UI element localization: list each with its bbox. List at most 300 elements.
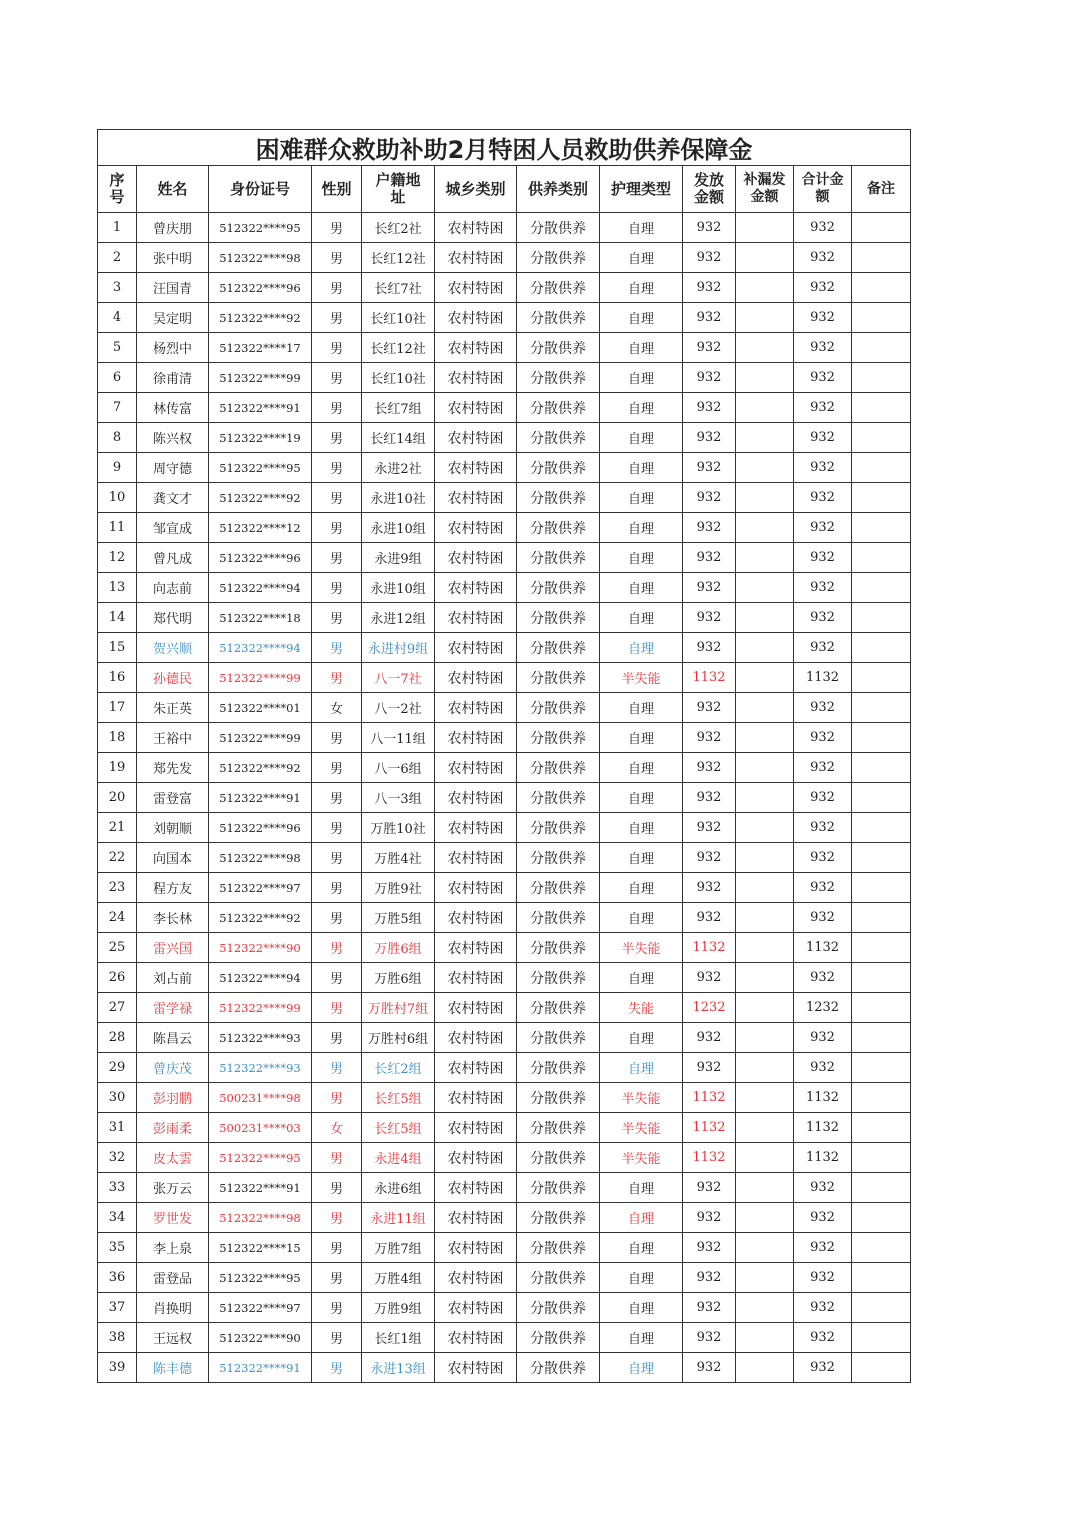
cell-no: 13 <box>98 573 137 603</box>
cell-sex: 男 <box>312 393 362 423</box>
cell-supp: 分散供养 <box>517 813 600 843</box>
header-name: 姓名 <box>137 166 209 213</box>
table-row <box>98 903 911 933</box>
cell-note <box>852 273 911 303</box>
cell-id: 512322****95 <box>209 213 312 243</box>
cell-type: 农村特困 <box>435 993 517 1023</box>
cell-note <box>852 633 911 663</box>
cell-extra <box>736 783 794 813</box>
cell-total: 932 <box>794 1263 852 1293</box>
cell-total: 932 <box>794 213 852 243</box>
cell-type: 农村特困 <box>435 573 517 603</box>
cell-note <box>852 663 911 693</box>
cell-addr: 八一11组 <box>362 723 435 753</box>
cell-note <box>852 603 911 633</box>
cell-note <box>852 543 911 573</box>
cell-id: 512322****91 <box>209 393 312 423</box>
cell-sex: 男 <box>312 1053 362 1083</box>
table-row <box>98 603 911 633</box>
cell-amount: 932 <box>683 543 736 573</box>
cell-id: 512322****90 <box>209 933 312 963</box>
cell-id: 512322****99 <box>209 363 312 393</box>
table-row <box>98 273 911 303</box>
cell-extra <box>736 963 794 993</box>
cell-no: 32 <box>98 1143 137 1173</box>
cell-type: 农村特困 <box>435 663 517 693</box>
cell-amount: 932 <box>683 963 736 993</box>
table-row <box>98 393 911 423</box>
table-row <box>98 243 911 273</box>
cell-name: 周守德 <box>137 453 209 483</box>
cell-amount: 932 <box>683 1173 736 1203</box>
cell-care: 自理 <box>600 963 683 993</box>
cell-type: 农村特困 <box>435 1113 517 1143</box>
cell-total: 932 <box>794 453 852 483</box>
cell-care: 半失能 <box>600 1113 683 1143</box>
cell-total: 932 <box>794 873 852 903</box>
cell-name: 王裕中 <box>137 723 209 753</box>
table-body <box>98 213 911 1383</box>
cell-care: 自理 <box>600 1353 683 1383</box>
table-row <box>98 303 911 333</box>
cell-care: 自理 <box>600 1203 683 1233</box>
cell-total: 932 <box>794 903 852 933</box>
cell-id: 512322****12 <box>209 513 312 543</box>
cell-amount: 932 <box>683 873 736 903</box>
cell-care: 半失能 <box>600 1083 683 1113</box>
cell-id: 512322****92 <box>209 753 312 783</box>
cell-sex: 男 <box>312 1203 362 1233</box>
cell-name: 曾庆茂 <box>137 1053 209 1083</box>
table-row <box>98 363 911 393</box>
cell-name: 程方友 <box>137 873 209 903</box>
cell-no: 3 <box>98 273 137 303</box>
cell-extra <box>736 1143 794 1173</box>
header-extra: 补漏发金额 <box>736 166 794 213</box>
cell-supp: 分散供养 <box>517 903 600 933</box>
cell-supp: 分散供养 <box>517 1323 600 1353</box>
table-row <box>98 693 911 723</box>
cell-name: 邹宣成 <box>137 513 209 543</box>
cell-name: 彭羽鹏 <box>137 1083 209 1113</box>
cell-care: 自理 <box>600 813 683 843</box>
cell-type: 农村特困 <box>435 243 517 273</box>
cell-care: 自理 <box>600 633 683 663</box>
cell-no: 20 <box>98 783 137 813</box>
cell-no: 2 <box>98 243 137 273</box>
cell-total: 932 <box>794 963 852 993</box>
cell-type: 农村特困 <box>435 363 517 393</box>
cell-addr: 永进11组 <box>362 1203 435 1233</box>
cell-no: 12 <box>98 543 137 573</box>
cell-addr: 八一7社 <box>362 663 435 693</box>
cell-note <box>852 423 911 453</box>
cell-extra <box>736 303 794 333</box>
cell-note <box>852 993 911 1023</box>
cell-amount: 932 <box>683 1353 736 1383</box>
table-row <box>98 513 911 543</box>
cell-supp: 分散供养 <box>517 1293 600 1323</box>
cell-type: 农村特困 <box>435 783 517 813</box>
cell-supp: 分散供养 <box>517 1263 600 1293</box>
cell-supp: 分散供养 <box>517 243 600 273</box>
cell-type: 农村特困 <box>435 453 517 483</box>
table-row <box>98 753 911 783</box>
cell-id: 512322****92 <box>209 303 312 333</box>
cell-type: 农村特困 <box>435 843 517 873</box>
cell-id: 512322****91 <box>209 783 312 813</box>
cell-id: 512322****98 <box>209 243 312 273</box>
cell-addr: 长红5组 <box>362 1113 435 1143</box>
cell-id: 512322****92 <box>209 483 312 513</box>
cell-sex: 男 <box>312 1353 362 1383</box>
cell-amount: 932 <box>683 453 736 483</box>
cell-note <box>852 1023 911 1053</box>
cell-extra <box>736 393 794 423</box>
cell-name: 雷学禄 <box>137 993 209 1023</box>
cell-total: 932 <box>794 723 852 753</box>
header-care: 护理类型 <box>600 166 683 213</box>
cell-id: 512322****99 <box>209 993 312 1023</box>
cell-id: 512322****91 <box>209 1353 312 1383</box>
cell-id: 512322****97 <box>209 873 312 903</box>
cell-supp: 分散供养 <box>517 1233 600 1263</box>
cell-type: 农村特困 <box>435 1083 517 1113</box>
cell-note <box>852 363 911 393</box>
cell-no: 19 <box>98 753 137 783</box>
table-row <box>98 1143 911 1173</box>
cell-total: 932 <box>794 573 852 603</box>
cell-amount: 932 <box>683 753 736 783</box>
cell-supp: 分散供养 <box>517 1083 600 1113</box>
cell-note <box>852 963 911 993</box>
cell-type: 农村特困 <box>435 603 517 633</box>
cell-no: 28 <box>98 1023 137 1053</box>
cell-name: 曾庆朋 <box>137 213 209 243</box>
table-row <box>98 1293 911 1323</box>
cell-amount: 932 <box>683 273 736 303</box>
cell-name: 张万云 <box>137 1173 209 1203</box>
cell-name: 雷登富 <box>137 783 209 813</box>
cell-total: 932 <box>794 513 852 543</box>
cell-type: 农村特困 <box>435 543 517 573</box>
cell-no: 25 <box>98 933 137 963</box>
cell-addr: 永进9组 <box>362 543 435 573</box>
cell-addr: 万胜10社 <box>362 813 435 843</box>
cell-no: 8 <box>98 423 137 453</box>
table-row <box>98 1113 911 1143</box>
cell-name: 贺兴顺 <box>137 633 209 663</box>
cell-supp: 分散供养 <box>517 873 600 903</box>
cell-amount: 1132 <box>683 933 736 963</box>
cell-sex: 男 <box>312 453 362 483</box>
cell-type: 农村特困 <box>435 753 517 783</box>
table-row <box>98 843 911 873</box>
cell-amount: 1132 <box>683 1083 736 1113</box>
cell-sex: 女 <box>312 1113 362 1143</box>
header-note: 备注 <box>852 166 911 213</box>
cell-extra <box>736 1263 794 1293</box>
table-row <box>98 933 911 963</box>
cell-amount: 932 <box>683 513 736 543</box>
cell-id: 512322****96 <box>209 813 312 843</box>
cell-sex: 男 <box>312 723 362 753</box>
cell-id: 512322****94 <box>209 573 312 603</box>
cell-sex: 男 <box>312 243 362 273</box>
cell-no: 29 <box>98 1053 137 1083</box>
cell-supp: 分散供养 <box>517 1023 600 1053</box>
cell-supp: 分散供养 <box>517 783 600 813</box>
cell-supp: 分散供养 <box>517 363 600 393</box>
header-no: 序号 <box>98 166 137 213</box>
cell-name: 皮太雲 <box>137 1143 209 1173</box>
cell-extra <box>736 333 794 363</box>
cell-care: 自理 <box>600 273 683 303</box>
cell-type: 农村特困 <box>435 933 517 963</box>
cell-total: 932 <box>794 543 852 573</box>
table-row <box>98 1173 911 1203</box>
cell-note <box>852 1143 911 1173</box>
cell-note <box>852 513 911 543</box>
cell-care: 半失能 <box>600 663 683 693</box>
cell-addr: 万胜村7组 <box>362 993 435 1023</box>
cell-total: 932 <box>794 843 852 873</box>
cell-extra <box>736 843 794 873</box>
cell-name: 向国本 <box>137 843 209 873</box>
cell-id: 512322****98 <box>209 843 312 873</box>
table-row <box>98 813 911 843</box>
cell-extra <box>736 1323 794 1353</box>
cell-note <box>852 873 911 903</box>
table-row <box>98 633 911 663</box>
cell-supp: 分散供养 <box>517 1113 600 1143</box>
cell-type: 农村特困 <box>435 1293 517 1323</box>
cell-sex: 男 <box>312 273 362 303</box>
cell-total: 932 <box>794 1353 852 1383</box>
cell-extra <box>736 813 794 843</box>
cell-addr: 万胜4社 <box>362 843 435 873</box>
cell-addr: 永进村9组 <box>362 633 435 663</box>
cell-name: 雷登品 <box>137 1263 209 1293</box>
cell-no: 23 <box>98 873 137 903</box>
cell-supp: 分散供养 <box>517 453 600 483</box>
cell-addr: 永进2社 <box>362 453 435 483</box>
cell-type: 农村特困 <box>435 1203 517 1233</box>
cell-no: 21 <box>98 813 137 843</box>
cell-care: 自理 <box>600 333 683 363</box>
cell-extra <box>736 1173 794 1203</box>
cell-no: 9 <box>98 453 137 483</box>
cell-care: 自理 <box>600 1323 683 1353</box>
cell-sex: 男 <box>312 543 362 573</box>
cell-note <box>852 1293 911 1323</box>
cell-amount: 932 <box>683 483 736 513</box>
cell-care: 自理 <box>600 843 683 873</box>
cell-note <box>852 1113 911 1143</box>
cell-extra <box>736 633 794 663</box>
cell-care: 自理 <box>600 243 683 273</box>
cell-amount: 932 <box>683 393 736 423</box>
cell-no: 36 <box>98 1263 137 1293</box>
cell-addr: 长红12社 <box>362 243 435 273</box>
cell-id: 512322****92 <box>209 903 312 933</box>
cell-type: 农村特困 <box>435 213 517 243</box>
cell-type: 农村特困 <box>435 1323 517 1353</box>
cell-supp: 分散供养 <box>517 693 600 723</box>
cell-no: 31 <box>98 1113 137 1143</box>
cell-name: 肖换明 <box>137 1293 209 1323</box>
cell-total: 932 <box>794 1323 852 1353</box>
cell-id: 512322****95 <box>209 1143 312 1173</box>
cell-name: 彭雨柔 <box>137 1113 209 1143</box>
table-row <box>98 1203 911 1233</box>
table-row <box>98 1233 911 1263</box>
cell-id: 512322****97 <box>209 1293 312 1323</box>
cell-amount: 932 <box>683 783 736 813</box>
cell-id: 512322****95 <box>209 453 312 483</box>
cell-sex: 男 <box>312 1263 362 1293</box>
cell-supp: 分散供养 <box>517 333 600 363</box>
cell-type: 农村特困 <box>435 813 517 843</box>
cell-name: 雷兴国 <box>137 933 209 963</box>
cell-supp: 分散供养 <box>517 573 600 603</box>
cell-addr: 八一2社 <box>362 693 435 723</box>
cell-extra <box>736 423 794 453</box>
cell-care: 自理 <box>600 363 683 393</box>
cell-addr: 长红12社 <box>362 333 435 363</box>
cell-care: 失能 <box>600 993 683 1023</box>
cell-type: 农村特困 <box>435 903 517 933</box>
cell-name: 曾凡成 <box>137 543 209 573</box>
cell-id: 512322****96 <box>209 273 312 303</box>
cell-sex: 男 <box>312 903 362 933</box>
cell-note <box>852 213 911 243</box>
cell-care: 自理 <box>600 1293 683 1323</box>
cell-type: 农村特困 <box>435 393 517 423</box>
cell-name: 徐甫清 <box>137 363 209 393</box>
cell-total: 932 <box>794 333 852 363</box>
cell-care: 自理 <box>600 1053 683 1083</box>
cell-no: 35 <box>98 1233 137 1263</box>
cell-total: 932 <box>794 423 852 453</box>
cell-addr: 万胜6组 <box>362 933 435 963</box>
cell-supp: 分散供养 <box>517 633 600 663</box>
cell-name: 郑先发 <box>137 753 209 783</box>
cell-id: 512322****99 <box>209 723 312 753</box>
cell-amount: 932 <box>683 1203 736 1233</box>
cell-note <box>852 933 911 963</box>
cell-type: 农村特困 <box>435 1233 517 1263</box>
cell-id: 512322****90 <box>209 1323 312 1353</box>
cell-sex: 男 <box>312 603 362 633</box>
cell-no: 17 <box>98 693 137 723</box>
cell-extra <box>736 1203 794 1233</box>
cell-id: 512322****98 <box>209 1203 312 1233</box>
cell-sex: 女 <box>312 693 362 723</box>
cell-type: 农村特困 <box>435 633 517 663</box>
cell-care: 自理 <box>600 513 683 543</box>
cell-care: 自理 <box>600 213 683 243</box>
cell-id: 512322****95 <box>209 1263 312 1293</box>
cell-sex: 男 <box>312 813 362 843</box>
cell-note <box>852 783 911 813</box>
cell-type: 农村特困 <box>435 483 517 513</box>
cell-note <box>852 843 911 873</box>
cell-name: 刘占前 <box>137 963 209 993</box>
cell-extra <box>736 483 794 513</box>
header-amount: 发放金额 <box>683 166 736 213</box>
cell-id: 512322****94 <box>209 963 312 993</box>
table-row <box>98 333 911 363</box>
cell-addr: 长红7社 <box>362 273 435 303</box>
table-row <box>98 663 911 693</box>
cell-extra <box>736 1113 794 1143</box>
table-row <box>98 1053 911 1083</box>
cell-note <box>852 303 911 333</box>
cell-amount: 932 <box>683 1233 736 1263</box>
cell-extra <box>736 1083 794 1113</box>
cell-addr: 八一3组 <box>362 783 435 813</box>
cell-note <box>852 813 911 843</box>
cell-note <box>852 1173 911 1203</box>
cell-id: 512322****17 <box>209 333 312 363</box>
cell-id: 500231****03 <box>209 1113 312 1143</box>
cell-id: 512322****15 <box>209 1233 312 1263</box>
cell-care: 自理 <box>600 543 683 573</box>
cell-no: 39 <box>98 1353 137 1383</box>
cell-amount: 932 <box>683 723 736 753</box>
cell-id: 512322****99 <box>209 663 312 693</box>
cell-supp: 分散供养 <box>517 963 600 993</box>
cell-amount: 1132 <box>683 1113 736 1143</box>
cell-care: 自理 <box>600 873 683 903</box>
cell-addr: 永进10组 <box>362 513 435 543</box>
header-type: 城乡类别 <box>435 166 517 213</box>
cell-supp: 分散供养 <box>517 513 600 543</box>
table-row <box>98 1023 911 1053</box>
cell-extra <box>736 933 794 963</box>
cell-id: 512322****96 <box>209 543 312 573</box>
cell-amount: 932 <box>683 573 736 603</box>
cell-type: 农村特困 <box>435 1263 517 1293</box>
cell-total: 1232 <box>794 993 852 1023</box>
cell-note <box>852 693 911 723</box>
cell-total: 1132 <box>794 1113 852 1143</box>
cell-sex: 男 <box>312 333 362 363</box>
cell-supp: 分散供养 <box>517 213 600 243</box>
cell-extra <box>736 603 794 633</box>
cell-note <box>852 1053 911 1083</box>
cell-extra <box>736 273 794 303</box>
cell-name: 刘朝顺 <box>137 813 209 843</box>
cell-extra <box>736 993 794 1023</box>
cell-total: 932 <box>794 1233 852 1263</box>
cell-care: 自理 <box>600 693 683 723</box>
cell-amount: 932 <box>683 1293 736 1323</box>
cell-total: 932 <box>794 1053 852 1083</box>
cell-sex: 男 <box>312 423 362 453</box>
cell-extra <box>736 873 794 903</box>
cell-addr: 长红7组 <box>362 393 435 423</box>
cell-name: 李上泉 <box>137 1233 209 1263</box>
cell-note <box>852 903 911 933</box>
cell-care: 自理 <box>600 573 683 603</box>
cell-extra <box>736 573 794 603</box>
table-row <box>98 723 911 753</box>
table-title: 困难群众救助补助2月特困人员救助供养保障金 <box>98 130 911 166</box>
cell-sex: 男 <box>312 663 362 693</box>
cell-name: 郑代明 <box>137 603 209 633</box>
